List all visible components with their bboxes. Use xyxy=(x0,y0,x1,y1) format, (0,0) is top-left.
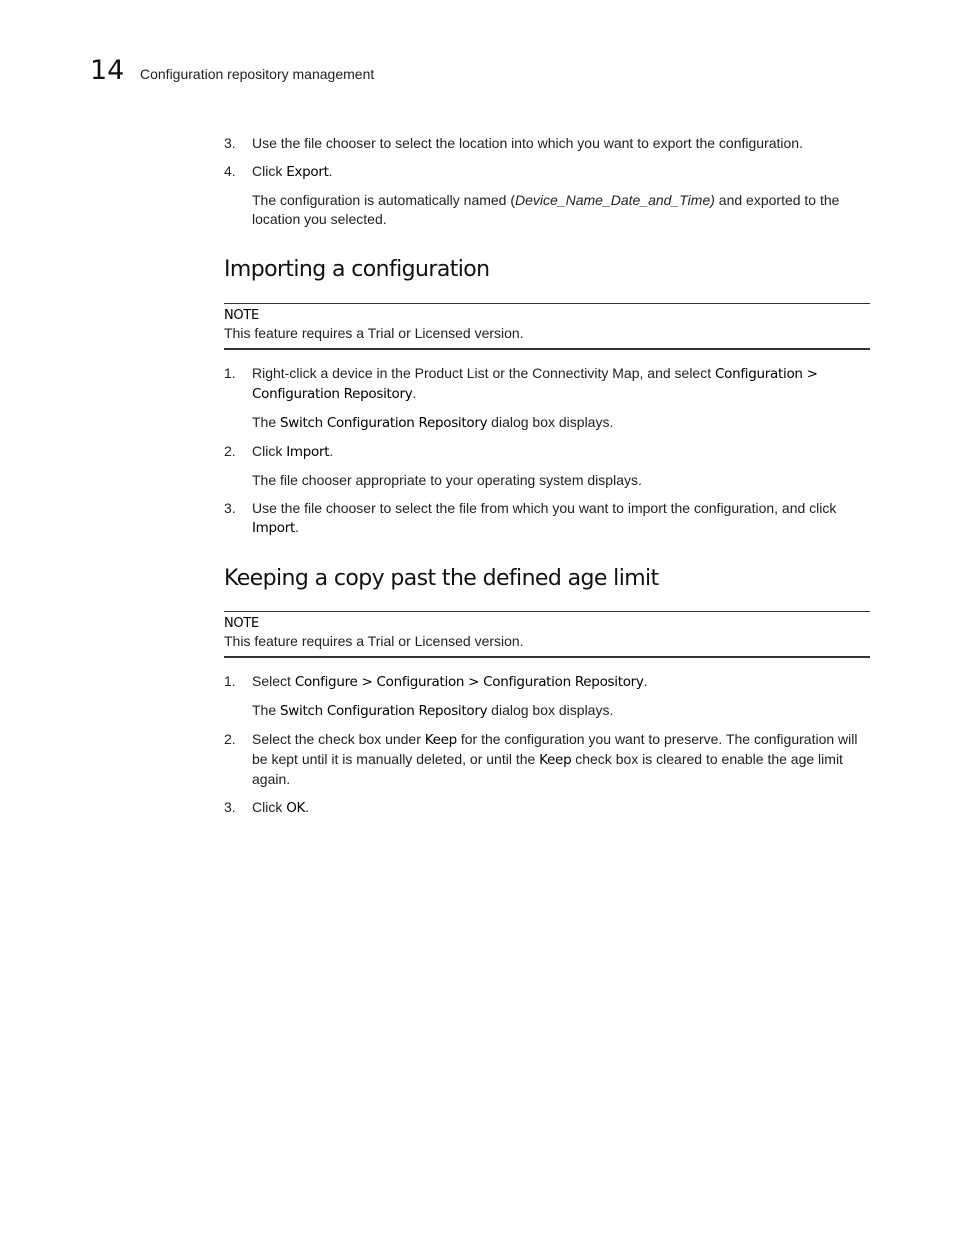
result-text-post: dialog box displays. xyxy=(487,414,614,430)
step-number: 1. xyxy=(224,673,236,689)
step-number: 3. xyxy=(224,799,236,815)
keep-step-1 xyxy=(224,672,870,692)
import-note xyxy=(224,303,870,350)
intro-result xyxy=(224,191,870,229)
step-text-post: . xyxy=(412,385,417,401)
step-text: Use the file chooser to select the location into which you want to export the configuration. xyxy=(252,135,803,151)
import-step-2 xyxy=(224,442,870,462)
intro-step-3 xyxy=(224,134,870,153)
step-text-post: check box is cleared to enable the age limit again. xyxy=(252,751,843,787)
result-text-post: and exported to the location you selected. xyxy=(252,192,840,227)
step-text-pre: Click xyxy=(252,443,287,459)
page-content xyxy=(224,134,870,827)
step-text-post: . xyxy=(305,799,310,815)
result-text-pre: The configuration is automatically named ( xyxy=(252,192,516,208)
import-step-3 xyxy=(224,499,870,538)
step-text-pre: Select xyxy=(252,673,295,689)
step-number: 3. xyxy=(224,500,236,516)
note-label: NOTE xyxy=(224,308,259,323)
ui-label-dialog: Switch Configuration Repository xyxy=(280,703,488,719)
ui-label-import: Import xyxy=(286,444,330,460)
result-text-post: dialog box displays. xyxy=(487,702,614,718)
step-number: 1. xyxy=(224,365,236,381)
step-number: 3. xyxy=(224,135,236,151)
step-number: 2. xyxy=(224,731,236,747)
step-text-post: . xyxy=(295,519,299,535)
note-label: NOTE xyxy=(224,616,259,631)
import-section-heading: Importing a configuration xyxy=(224,257,490,282)
step-text-post: . xyxy=(328,163,333,179)
ui-label-ok: OK xyxy=(286,800,306,816)
step-number: 2. xyxy=(224,443,236,459)
step-text-pre: Click xyxy=(252,163,287,179)
result-text-pre: The xyxy=(252,702,281,718)
ui-label-menu-path: Configure > Configuration > Configuration Repository xyxy=(294,674,644,690)
step-text-pre: Right-click a device in the Product List or the Connectivity Map, and select xyxy=(252,365,715,381)
ui-label-menu-path: Configuration > Configuration Repository xyxy=(252,366,818,402)
step-text-pre: Select the check box under xyxy=(252,731,425,747)
chapter-title: Configuration repository management xyxy=(140,66,375,82)
result-text-pre: The xyxy=(252,414,281,430)
step-text-post: . xyxy=(643,673,648,689)
ui-label-export: Export xyxy=(286,164,329,180)
keep-section-heading: Keeping a copy past the defined age limit xyxy=(224,566,659,591)
step-text-mid: for the configuration you want to preserve. The configuration will be kept until it is manually deleted, or until the xyxy=(252,731,858,767)
step-text-pre: Use the file chooser to select the file from which you want to import the configuration, and click xyxy=(252,500,837,516)
note-text: This feature requires a Trial or Licensed version. xyxy=(224,633,524,649)
keep-result-1 xyxy=(224,701,870,721)
keep-step-2 xyxy=(224,730,870,789)
chapter-number: 14 xyxy=(90,55,125,86)
keep-step-3 xyxy=(224,798,870,818)
ui-label-dialog: Switch Configuration Repository xyxy=(280,415,488,431)
step-text-post: . xyxy=(329,443,334,459)
import-result-2: The file chooser appropriate to your operating system displays. xyxy=(252,472,642,488)
step-number: 4. xyxy=(224,163,236,179)
ui-label-keep: Keep xyxy=(539,752,572,768)
import-step-1 xyxy=(224,364,870,404)
import-result-1 xyxy=(224,413,870,433)
ui-label-keep: Keep xyxy=(424,732,457,748)
intro-step-4 xyxy=(224,162,870,182)
result-italic: Device_Name_Date_and_Time) xyxy=(515,192,715,208)
step-text-pre: Click xyxy=(252,799,287,815)
ui-label-import: Import xyxy=(252,520,296,536)
note-text: This feature requires a Trial or Licensed version. xyxy=(224,325,524,341)
keep-note xyxy=(224,611,870,658)
